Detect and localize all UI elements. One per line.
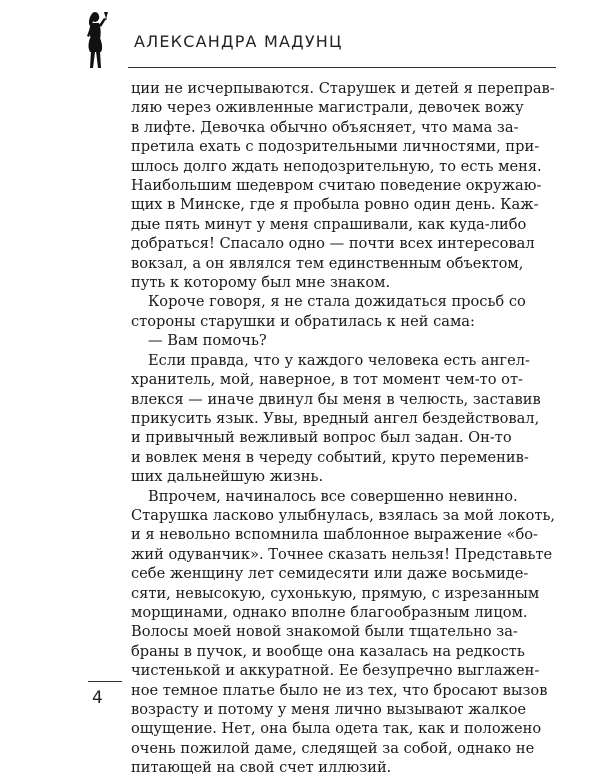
header-divider	[128, 67, 556, 68]
text-line: ции не исчерпываются. Старушек и детей я переправ-	[131, 80, 555, 97]
text-line: питающей на свой счет иллюзий.	[131, 759, 392, 777]
text-line: Наибольшим шедевром считаю поведение окружаю-	[131, 177, 542, 195]
text-line: претила ехать с подозрительными личностями, при-	[131, 138, 540, 156]
text-line: Если правда, что у каждого человека есть ангел-	[148, 351, 530, 369]
text-line: ощущение. Нет, она была одета так, как и положено	[131, 720, 542, 738]
text-line: и привычный вежливый вопрос был задан. Он-то	[131, 429, 512, 447]
text-line: сяти, невысокую, сухонькую, прямую, с изрезанным	[131, 584, 540, 602]
text-line: чистенькой и аккуратной. Ее безупречно выглажен-	[131, 662, 540, 680]
text-line: добраться! Спасало одно — почти всех интересовал	[131, 235, 535, 253]
text-line: ляю через оживленные магистрали, девочек вожу	[131, 99, 524, 117]
text-line: жий одуванчик». Точнее сказать нельзя! Представьте	[131, 545, 553, 563]
text-line: стороны старушки и обратилась к ней сама:	[131, 312, 475, 330]
text-line: и я невольно вспомнила шаблонное выражение «бо-	[131, 526, 538, 544]
text-line: Волосы моей новой знакомой были тщательно за-	[131, 623, 518, 641]
footer-divider	[88, 681, 122, 682]
text-line: вокзал, а он являлся тем единственным объектом,	[131, 254, 524, 272]
text-line: себе женщину лет семидесяти или даже восьмиде-	[131, 565, 529, 583]
text-line: шлось долго ждать неподозрительную, то есть меня.	[131, 157, 542, 175]
text-line: морщинами, однако вполне благообразным лицом.	[131, 603, 528, 621]
text-line: Впрочем, начиналось все совершенно невинно.	[148, 487, 518, 505]
author-name: АЛЕКСАНДРА МАДУНЦ	[134, 32, 343, 51]
text-line: Старушка ласково улыбнулась, взялась за мой локоть,	[131, 506, 556, 524]
running-header	[76, 10, 556, 70]
text-line: в лифте. Девочка обычно объясняет, что мама за-	[131, 118, 519, 136]
text-line: — Вам помочь?	[148, 332, 267, 350]
text-line: Короче говоря, я не стала дожидаться просьб со	[148, 293, 526, 311]
text-line: влекся — иначе двинул бы меня в челюсть, заставив	[131, 390, 541, 408]
page-number: 4	[92, 688, 103, 708]
text-line: и вовлек меня в череду событий, круто переменив-	[131, 448, 529, 466]
woman-silhouette-icon	[76, 10, 116, 70]
text-line: очень пожилой даме, следящей за собой, однако не	[131, 739, 535, 757]
body-text	[131, 79, 556, 778]
text-line: браны в пучок, и вообще она казалась на редкость	[131, 642, 525, 660]
text-line: щих в Минске, где я пробыла ровно один день. Каж-	[131, 196, 539, 214]
text-line: путь к которому был мне знаком.	[131, 274, 391, 292]
text-line: дые пять минут у меня спрашивали, как куда-либо	[131, 215, 527, 233]
text-line: ное темное платье было не из тех, что бросают вызов	[131, 681, 548, 699]
text-line: возрасту и потому у меня лично вызывают жалкое	[131, 701, 527, 718]
text-line: прикусить язык. Увы, вредный ангел бездействовал,	[131, 409, 540, 427]
text-line: хранитель, мой, наверное, в тот момент чем-то от-	[131, 371, 523, 389]
text-line: ших дальнейшую жизнь.	[131, 468, 324, 486]
